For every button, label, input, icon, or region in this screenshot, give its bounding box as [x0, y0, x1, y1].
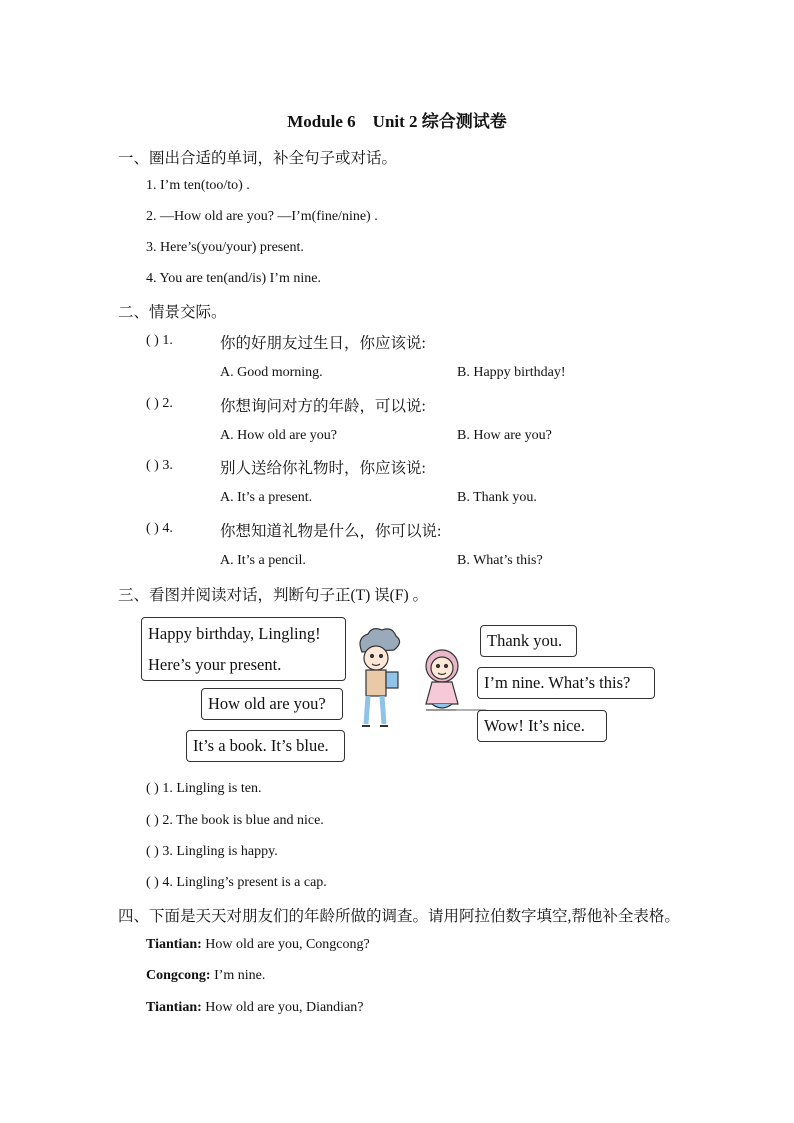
- speech-bubble-boy-3: [186, 730, 345, 762]
- bubble-line: It’s a book. It’s blue.: [193, 736, 329, 755]
- section1-item: 4. You are ten(and/is) I’m nine.: [146, 271, 321, 286]
- answer-bracket[interactable]: ( ) 1.: [146, 333, 173, 348]
- option-a: A. It’s a present.: [220, 490, 313, 505]
- section2-heading: 二、情景交际。: [118, 304, 227, 321]
- dialogue-line: [146, 937, 370, 953]
- option-a: A. How old are you?: [220, 428, 338, 443]
- speaker: Tiantian:: [146, 1000, 202, 1015]
- judge-item[interactable]: ( ) 1. Lingling is ten.: [146, 781, 262, 796]
- section1-heading: 一、圈出合适的单词，补全句子或对话。: [118, 150, 398, 167]
- speech-bubble-girl-3: [477, 710, 607, 742]
- speech-bubble-girl-2: [477, 667, 655, 699]
- answer-bracket[interactable]: ( ) 4.: [146, 521, 173, 536]
- option-b: B. Thank you.: [457, 490, 537, 505]
- section1-item: 2. —How old are you? —I’m(fine/nine) .: [146, 209, 378, 224]
- page-title: Module 6 Unit 2 综合测试卷: [287, 112, 507, 131]
- option-b: B. Happy birthday!: [457, 365, 566, 380]
- question-text: 你想询问对方的年龄，可以说:: [220, 398, 426, 415]
- bubble-line: Happy birthday, Lingling!: [148, 624, 321, 643]
- speech: How old are you, Congcong?: [205, 937, 370, 952]
- dialogue-line: [146, 968, 265, 984]
- bubble-line: I’m nine. What’s this?: [484, 673, 631, 692]
- option-b: B. What’s this?: [457, 553, 543, 568]
- speech: How old are you, Diandian?: [205, 1000, 364, 1015]
- answer-bracket[interactable]: ( ) 2.: [146, 396, 173, 411]
- boy-figure: [360, 629, 400, 726]
- judge-item[interactable]: ( ) 3. Lingling is happy.: [146, 844, 278, 859]
- speech: I’m nine.: [214, 968, 266, 983]
- question-text: 别人送给你礼物时，你应该说:: [220, 460, 426, 477]
- bubble-line: Wow! It’s nice.: [484, 716, 585, 735]
- bubble-line: Here’s your present.: [148, 655, 282, 674]
- speaker: Tiantian:: [146, 937, 202, 952]
- option-b: B. How are you?: [457, 428, 552, 443]
- judge-item[interactable]: ( ) 2. The book is blue and nice.: [146, 813, 324, 828]
- speech-bubble-boy-1: [141, 617, 346, 681]
- section1-item: 1. I’m ten(too/to) .: [146, 178, 250, 193]
- section3-heading: 三、看图并阅读对话，判断句子正(T) 误(F) 。: [118, 587, 428, 604]
- question-text: 你想知道礼物是什么，你可以说:: [220, 523, 442, 540]
- speech-bubble-boy-2: [201, 688, 343, 720]
- section4-heading: 四、下面是天天对朋友们的年龄所做的调查。请用阿拉伯数字填空,帮他补全表格。: [118, 908, 680, 925]
- option-a: A. It’s a pencil.: [220, 553, 306, 568]
- question-text: 你的好朋友过生日，你应该说:: [220, 335, 426, 352]
- speaker: Congcong:: [146, 968, 211, 983]
- answer-bracket[interactable]: ( ) 3.: [146, 458, 173, 473]
- judge-item[interactable]: ( ) 4. Lingling’s present is a cap.: [146, 875, 327, 890]
- speech-bubble-girl-1: [480, 625, 577, 657]
- dialogue-line: [146, 1000, 364, 1016]
- option-a: A. Good morning.: [220, 365, 323, 380]
- bubble-line: Thank you.: [487, 631, 563, 650]
- bubble-line: How old are you?: [208, 694, 326, 713]
- section1-item: 3. Here’s(you/your) present.: [146, 240, 304, 255]
